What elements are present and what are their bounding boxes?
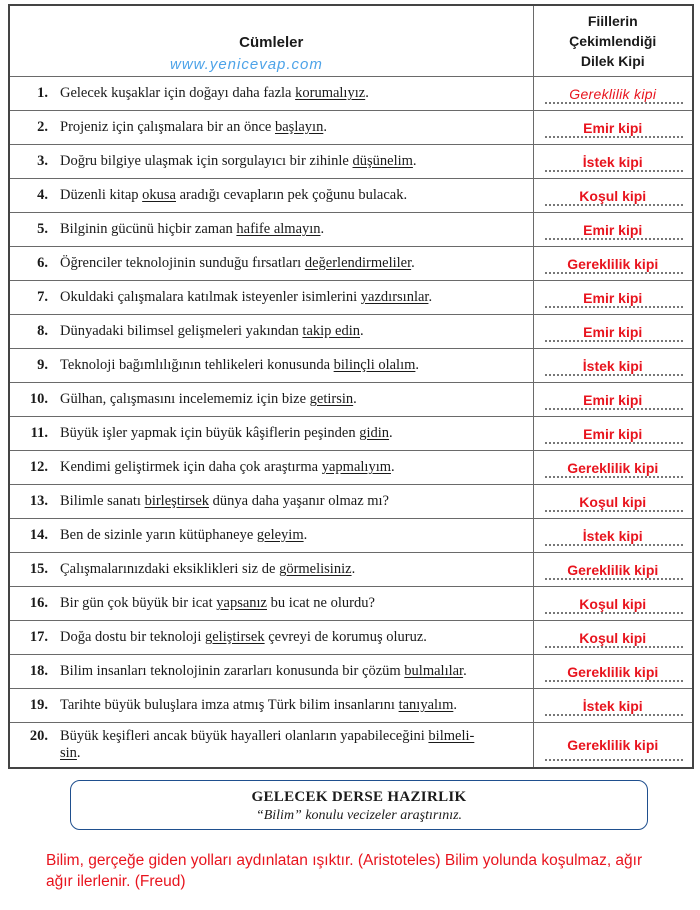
table-row (9, 111, 693, 145)
verb-underlined: takip edin (302, 323, 361, 339)
sentence-text: Bilginin gücünü hiçbir zaman (60, 221, 237, 237)
mood-header-line1: Fiillerin (587, 13, 638, 29)
sentence-end: . (453, 697, 457, 713)
verb-underlined: birleştirsek (144, 493, 210, 509)
table-row (9, 315, 693, 349)
verb-underlined: korumalıyız (295, 85, 366, 101)
row-number: 6. (37, 255, 48, 271)
mood-answer: Emir kipi (583, 323, 643, 340)
sentence-text: Projeniz için çalışmalara bir an önce (60, 119, 275, 135)
answer-cell (533, 383, 693, 417)
mood-answer: Emir kipi (583, 425, 643, 442)
row-number: 2. (37, 119, 48, 135)
sentence-text: Büyük işler yapmak için büyük kâşiflerin peşinden (60, 425, 360, 441)
mood-answer: Emir kipi (583, 391, 643, 408)
answer-cell (533, 349, 693, 383)
sentence-cell (9, 349, 533, 383)
dotted-answer-line (544, 578, 685, 580)
table-row (9, 213, 693, 247)
row-number: 14. (29, 527, 48, 543)
sentence-text: Düzenli kitap (60, 187, 143, 203)
sentence-end: . (303, 527, 308, 543)
sentence-text: Teknoloji bağımlılığının tehlikeleri konusunda (60, 357, 334, 373)
sentence-text: Büyük keşifleri ancak büyük hayalleri olanların yapabileceğini (60, 728, 429, 744)
answer-cell (533, 587, 693, 621)
answer-cell (533, 247, 693, 281)
dotted-answer-line (544, 170, 685, 172)
sentence-cell (9, 281, 533, 315)
mood-answer: Koşul kipi (579, 595, 647, 612)
dotted-answer-line (544, 238, 685, 240)
table-row (9, 77, 693, 111)
mood-answer: Emir kipi (583, 119, 643, 136)
dotted-answer-line (544, 714, 685, 716)
dotted-answer-line (544, 680, 685, 682)
sentence-cell (9, 111, 533, 145)
table-row (9, 587, 693, 621)
table-row (9, 519, 693, 553)
mood-answer: Emir kipi (583, 289, 643, 306)
watermark: www.yenicevap.com (170, 56, 323, 73)
homework-title: GELECEK DERSE HAZIRLIK (251, 789, 467, 805)
row-number: 18. (29, 663, 48, 679)
answer-cell (533, 281, 693, 315)
mood-answer: Gereklilik kipi (567, 459, 659, 476)
sentence-end: . (411, 255, 415, 271)
answer-cell (533, 655, 693, 689)
mood-answer: Koşul kipi (579, 187, 647, 204)
verb-underlined: başlayın (275, 119, 324, 135)
answer-cell (533, 145, 693, 179)
dotted-answer-line (544, 759, 685, 761)
homework-box (70, 780, 648, 830)
row-number: 17. (29, 629, 48, 645)
sentence-text: Çalışmalarınızdaki eksiklikleri siz de (60, 561, 280, 577)
mood-answer: Koşul kipi (579, 629, 647, 646)
mood-answer: Gereklilik kipi (569, 85, 657, 102)
verb-underlined: geliştirsek (205, 629, 265, 645)
verb-underlined: tanıyalım (398, 697, 454, 713)
answer-cell (533, 519, 693, 553)
answer-cell (533, 553, 693, 587)
mood-answer: Koşul kipi (579, 493, 647, 510)
sentence-text: Ben de sizinle yarın kütüphaneye (60, 527, 257, 543)
sentence-end: . (320, 221, 325, 237)
sentence-end: . (428, 289, 433, 305)
sentence-text: Kendimi geliştirmek için daha çok araştırma (60, 459, 322, 475)
sentence-text: Bir gün çok büyük bir icat (60, 595, 217, 611)
verb-underlined: bulmalılar (404, 663, 464, 679)
row-number: 5. (37, 221, 48, 237)
dotted-answer-line (544, 476, 685, 478)
sentence-text: Dünyadaki bilimsel gelişmeleri yakından (60, 323, 303, 339)
row-number: 19. (29, 697, 48, 713)
sentence-cell (9, 315, 533, 349)
sentence-end: . (415, 357, 420, 373)
quote-answer: Bilim, gerçeğe giden yolları aydınlatan ışıktır. (Aristoteles) Bilim yolunda koşulmaz, ağır ağır ilerlenir. (Freud) (46, 852, 643, 890)
verb-underlined: geleyim (256, 527, 304, 543)
sentence-cell (9, 179, 533, 213)
verb-underlined: bilmeli- (428, 728, 475, 744)
sentence-text: Bilimle sanatı (60, 493, 145, 509)
table-row (9, 451, 693, 485)
sentence-end: . (412, 153, 417, 169)
row-number: 11. (30, 425, 48, 441)
row-number: 15. (29, 561, 48, 577)
sentence-end: . (360, 323, 364, 339)
verb-mood-table (8, 4, 694, 769)
sentence-cell (9, 417, 533, 451)
mood-answer: Gereklilik kipi (567, 737, 659, 753)
answer-cell (533, 723, 693, 769)
table-row (9, 689, 693, 723)
sentence-text: Okuldaki çalışmalara katılmak isteyenler isimlerini (60, 289, 361, 305)
answer-cell (533, 77, 693, 111)
verb-underlined-cont: sin (60, 745, 77, 761)
answer-cell (533, 315, 693, 349)
verb-underlined: değerlendirmeliler (304, 255, 412, 271)
dotted-answer-line (544, 408, 685, 410)
sentence-text: Doğru bilgiye ulaşmak için sorgulayıcı bir zihinle (60, 153, 353, 169)
sentence-end: . (76, 745, 81, 761)
answer-cell (533, 179, 693, 213)
sentence-text: Doğa dostu bir teknoloji (60, 629, 205, 645)
answer-cell (533, 485, 693, 519)
verb-underlined: hafife almayın (236, 221, 321, 237)
answer-cell (533, 451, 693, 485)
mood-answer: İstek kipi (582, 153, 643, 170)
table-row (9, 145, 693, 179)
dotted-answer-line (544, 510, 685, 512)
answer-cell (533, 689, 693, 723)
sentence-cell (9, 621, 533, 655)
mood-answer: İstek kipi (582, 357, 643, 374)
dotted-answer-line (544, 204, 685, 206)
dotted-answer-line (544, 612, 685, 614)
mood-header (533, 5, 693, 77)
verb-underlined: yapsanız (216, 595, 267, 611)
sentence-cell (9, 587, 533, 621)
sentence-text: Bilim insanları teknolojinin zararları konusunda bir çözüm (60, 663, 405, 679)
sentences-header (9, 5, 533, 77)
dotted-answer-line (544, 544, 685, 546)
table-row (9, 723, 693, 769)
sentence-cell (9, 519, 533, 553)
row-number: 1. (37, 85, 48, 101)
mood-answer: Gereklilik kipi (567, 255, 659, 272)
verb-underlined: yazdırsınlar (360, 289, 429, 305)
row-number: 16. (29, 595, 48, 611)
sentence-end: çevreyi de korumuş oluruz. (264, 629, 427, 645)
mood-answer: Gereklilik kipi (567, 663, 659, 680)
mood-answer: Gereklilik kipi (567, 561, 659, 578)
row-number: 7. (37, 289, 48, 305)
homework-subtitle: “Bilim” konulu vecizeler araştırınız. (255, 808, 463, 823)
answer-cell (533, 213, 693, 247)
verb-underlined: getirsin (309, 391, 354, 407)
dotted-answer-line (544, 102, 685, 104)
mood-answer: Emir kipi (583, 221, 643, 238)
table-row (9, 349, 693, 383)
sentence-cell (9, 145, 533, 179)
row-number: 9. (37, 357, 48, 373)
sentence-end: aradığı cevapların pek çoğunu bulacak. (176, 187, 408, 203)
verb-underlined: yapmalıyım (321, 459, 391, 475)
dotted-answer-line (544, 136, 685, 138)
sentence-end: . (391, 459, 395, 475)
dotted-answer-line (544, 340, 685, 342)
dotted-answer-line (544, 272, 685, 274)
mood-answer: İstek kipi (582, 527, 643, 544)
sentence-text: Öğrenciler teknolojinin sunduğu fırsatları (60, 255, 305, 271)
sentence-end: bu icat ne olurdu? (267, 595, 375, 611)
table-row (9, 621, 693, 655)
sentence-end: . (389, 425, 393, 441)
sentence-end: . (463, 663, 467, 679)
sentence-cell (9, 213, 533, 247)
row-number: 3. (37, 153, 48, 169)
row-number: 4. (37, 187, 48, 203)
sentence-cell (9, 451, 533, 485)
sentence-cell (9, 77, 533, 111)
sentence-cell (9, 383, 533, 417)
verb-underlined: gidin (359, 425, 390, 441)
table-row (9, 417, 693, 451)
dotted-answer-line (544, 306, 685, 308)
table-row (9, 485, 693, 519)
sentence-cell (9, 553, 533, 587)
dotted-answer-line (544, 374, 685, 376)
row-number: 12. (29, 459, 48, 475)
sentence-end: . (353, 391, 357, 407)
table-row (9, 383, 693, 417)
table-row (9, 553, 693, 587)
answer-cell (533, 111, 693, 145)
sentence-end: . (351, 561, 356, 577)
sentence-end: . (365, 85, 369, 101)
dotted-answer-line (544, 646, 685, 648)
sentence-text: Gülhan, çalışmasını incelememiz için bize (60, 391, 310, 407)
verb-underlined: düşünelim (352, 153, 413, 169)
sentences-header-title: Cümleler (239, 34, 304, 51)
table-row (9, 247, 693, 281)
dotted-answer-line (544, 442, 685, 444)
sentence-cell (9, 485, 533, 519)
sentence-text: Gelecek kuşaklar için doğayı daha fazla (60, 85, 296, 101)
sentence-cell (9, 723, 533, 769)
mood-header-line3: Dilek Kipi (580, 53, 645, 69)
verb-underlined: görmelisiniz (279, 561, 352, 577)
row-number: 8. (37, 323, 48, 339)
table-row (9, 281, 693, 315)
sentence-end: dünya daha yaşanır olmaz mı? (209, 493, 389, 509)
sentence-text: Tarihte büyük buluşlara imza atmış Türk bilim insanlarını (60, 697, 399, 713)
row-number: 13. (29, 493, 48, 509)
sentence-cell (9, 655, 533, 689)
answer-cell (533, 621, 693, 655)
answer-cell (533, 417, 693, 451)
table-row (9, 655, 693, 689)
row-number: 20. (29, 728, 48, 744)
verb-underlined: bilinçli olalım (333, 357, 416, 373)
mood-header-line2: Çekimlendiği (569, 33, 657, 49)
row-number: 10. (29, 391, 48, 407)
sentence-cell (9, 247, 533, 281)
sentence-cell (9, 689, 533, 723)
mood-answer: İstek kipi (582, 697, 643, 714)
sentence-end: . (323, 119, 327, 135)
verb-underlined: okusa (142, 187, 176, 203)
table-row (9, 179, 693, 213)
